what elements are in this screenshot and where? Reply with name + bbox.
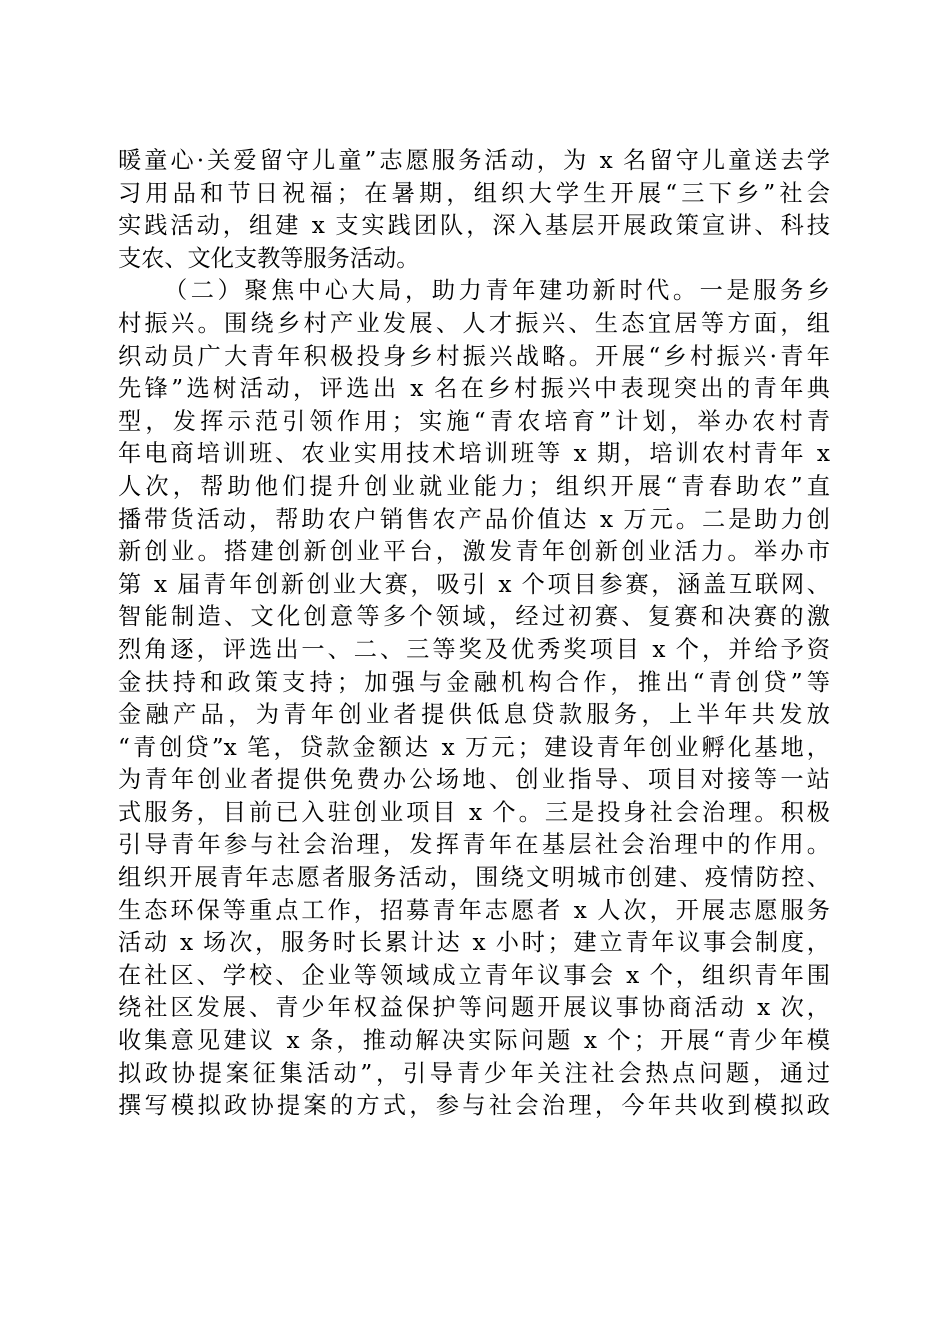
text-line: 生态环保等重点工作，招募青年志愿者 x 人次，开展志愿服务	[118, 896, 830, 924]
text-line: 村振兴。围绕乡村产业发展、人才振兴、生态宜居等方面，组	[118, 309, 830, 337]
text-line: 实践活动，组建 x 支实践团队，深入基层开展政策宣讲、科技	[118, 212, 830, 240]
text-line: 为青年创业者提供免费办公场地、创业指导、项目对接等一站	[118, 766, 830, 794]
text-line: 先锋”选树活动，评选出 x 名在乡村振兴中表现突出的青年典	[118, 375, 830, 403]
text-line: 在社区、学校、企业等领域成立青年议事会 x 个，组织青年围	[118, 961, 830, 989]
text-line: “青创贷”x 笔，贷款金额达 x 万元；建设青年创业孵化基地，	[118, 733, 830, 761]
text-line: 式服务，目前已入驻创业项目 x 个。三是投身社会治理。积极	[118, 798, 830, 826]
text-line: 织动员广大青年积极投身乡村振兴战略。开展“乡村振兴·青年	[118, 342, 830, 370]
text-line: 播带货活动，帮助农户销售农产品价值达 x 万元。二是助力创	[118, 505, 830, 533]
text-line: 第 x 届青年创新创业大赛，吸引 x 个项目参赛，涵盖互联网、	[118, 570, 830, 598]
text-line: 年电商培训班、农业实用技术培训班等 x 期，培训农村青年 x	[118, 440, 830, 468]
text-line: 绕社区发展、青少年权益保护等问题开展议事协商活动 x 次，	[118, 994, 830, 1022]
text-line: 暖童心·关爱留守儿童”志愿服务活动，为 x 名留守儿童送去学	[118, 147, 830, 174]
text-line: 新创业。搭建创新创业平台，激发青年创新创业活力。举办市	[118, 538, 830, 566]
text-line: 引导青年参与社会治理，发挥青年在基层社会治理中的作用。	[118, 831, 830, 859]
body-text	[118, 145, 830, 1123]
text-line: 撰写模拟政协提案的方式，参与社会治理，今年共收到模拟政	[118, 1092, 830, 1120]
text-line: 金融产品，为青年创业者提供低息贷款服务，上半年共发放	[118, 701, 830, 729]
text-line: 习用品和节日祝福；在暑期，组织大学生开展“三下乡”社会	[118, 179, 830, 207]
text-line: 智能制造、文化创意等多个领域，经过初赛、复赛和决赛的激	[118, 603, 830, 631]
text-line: 组织开展青年志愿者服务活动，围绕文明城市创建、疫情防控、	[118, 864, 830, 892]
text-line: 金扶持和政策支持；加强与金融机构合作，推出“青创贷”等	[118, 668, 830, 696]
text-line: 活动 x 场次，服务时长累计达 x 小时；建立青年议事会制度，	[118, 929, 830, 957]
text-line: 型，发挥示范引领作用；实施“青农培育”计划，举办农村青	[118, 407, 830, 435]
text-line: 烈角逐，评选出一、二、三等奖及优秀奖项目 x 个，并给予资	[118, 635, 830, 663]
text-line: 支农、文化支教等服务活动。	[118, 244, 420, 272]
text-line: 拟政协提案征集活动”，引导青少年关注社会热点问题，通过	[118, 1059, 830, 1087]
section-heading-line: （二）聚焦中心大局，助力青年建功新时代。一是服务乡	[164, 277, 830, 305]
text-line: 人次，帮助他们提升创业就业能力；组织开展“青春助农”直	[118, 472, 830, 500]
text-line: 收集意见建议 x 条，推动解决实际问题 x 个；开展“青少年模	[118, 1027, 830, 1055]
